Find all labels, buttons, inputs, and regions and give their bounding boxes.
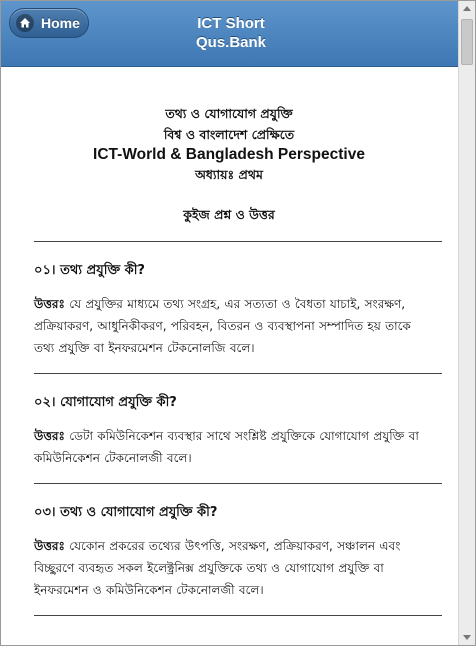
answer-label: উত্তরঃ: [34, 539, 65, 553]
answer-body: যেকোন প্রকরের তথ্যের উৎপত্তি, সংরক্ষণ, প্রক্রিয়াকরণ, সঞ্চালন এবং বিচ্ছুরণে ব্যবহৃত সকল ইলেক্ট্রনিক্স প্রযুক্তিকে তথ্য ও যোগাযোগ প্রযুক্তি বা ইনফরমেশন ও কমিউনিকেশন টেকনোলজী বলে।: [34, 539, 401, 597]
answer-label: উত্তরঃ: [34, 297, 65, 311]
page-title-line1: ICT Short: [197, 15, 265, 32]
question-text: ০১। তথ্য প্রযুক্তি কী?: [34, 263, 145, 278]
scroll-thumb[interactable]: [461, 19, 473, 65]
page-title-line2: Qus.Bank: [195, 34, 267, 51]
intro-line1: তথ্য ও যোগাযোগ প্রযুক্তি: [165, 106, 293, 121]
answer-label: উত্তরঃ: [34, 429, 65, 443]
vertical-scrollbar[interactable]: [458, 1, 475, 645]
page-title: [111, 14, 351, 52]
quiz-heading: কুইজ প্রশ্ন ও উত্তর: [183, 207, 275, 222]
divider: [34, 615, 442, 616]
question-text: ০৩। তথ্য ও যোগাযোগ প্রযুক্তি কী?: [34, 505, 218, 520]
home-icon: [16, 14, 34, 32]
answer-text: [34, 293, 424, 359]
scroll-up-arrow-icon[interactable]: [463, 6, 471, 11]
qa-item: [34, 242, 424, 373]
qa-item: [34, 374, 424, 483]
home-button[interactable]: [9, 8, 89, 38]
content-area: [1, 68, 458, 645]
scroll-down-arrow-icon[interactable]: [463, 635, 471, 640]
qa-item: [34, 484, 424, 615]
home-button-label: Home: [41, 15, 80, 31]
intro-line2: বিশ্ব ও বাংলাদেশ প্রেক্ষিতে: [163, 127, 295, 142]
answer-body: ডেটা কমিউনিকেশন ব্যবস্থার সাথে সংশ্লিষ্ট প্রযুক্তিকে যোগাযোগ প্রযুক্তি বা কমিউনিকেশন টেকনোলজী বলে।: [34, 429, 419, 465]
chapter-label: অধ্যায়ঃ প্রথম: [195, 167, 263, 182]
intro-block: [34, 68, 424, 226]
question-text: ০২। যোগাযোগ প্রযুক্তি কী?: [34, 395, 177, 410]
english-title: ICT-World & Bangladesh Perspective: [93, 146, 365, 163]
answer-text: [34, 535, 424, 601]
answer-text: [34, 425, 424, 469]
header-bar: [1, 1, 475, 67]
answer-body: যে প্রযুক্তির মাধ্যমে তথ্য সংগ্রহ, এর সত্যতা ও বৈধতা যাচাই, সংরক্ষণ, প্রক্রিয়াকরণ, আধুনিকীকরণ, পরিবহন, বিতরন ও ব্যবস্থাপনা সম্পাদিত হয় তাকে তথ্য প্রযুক্তি বা ইনফরমেশন টেকনোলজি বলে।: [34, 297, 411, 355]
